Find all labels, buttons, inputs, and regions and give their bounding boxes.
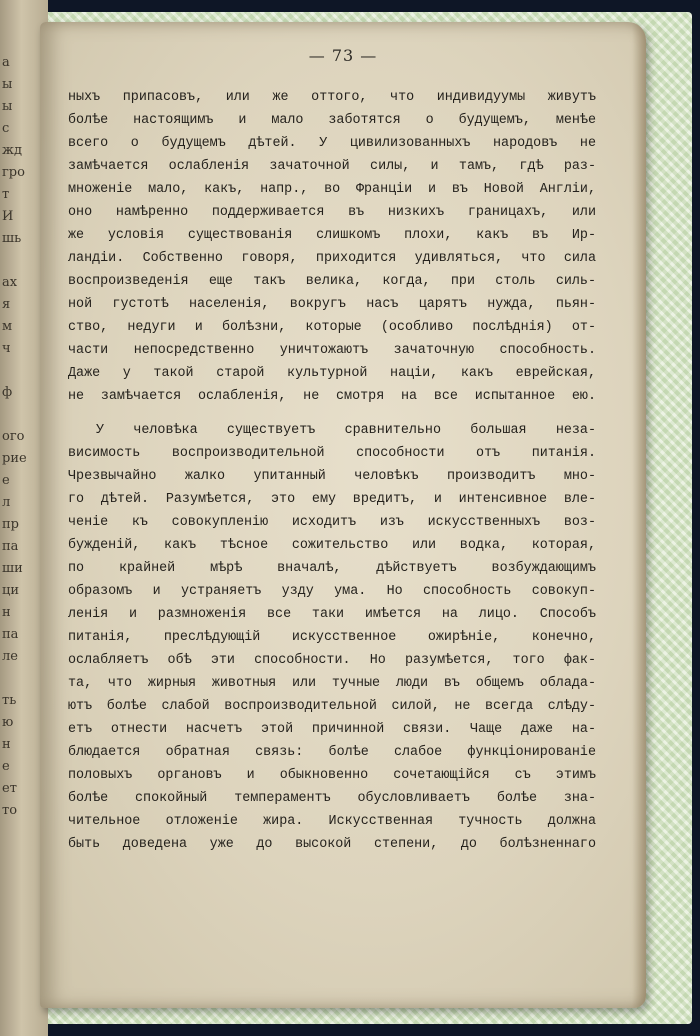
previous-page-fragment: то	[2, 803, 18, 818]
text-line: части непосредственно уничтожаютъ зачаточную способность.	[68, 343, 596, 358]
text-line: блюдается обратная связь: болѣе слабое функціонированіе	[68, 745, 596, 760]
previous-page-fragment: ю	[2, 715, 14, 730]
text-line: та, что жирныя животныя или тучные люди въ общемъ облада-	[68, 676, 596, 691]
previous-page-fragment: шь	[2, 231, 22, 246]
text-line: быть доведена уже до высокой степени, до болѣзненнаго	[68, 837, 596, 852]
text-line: же условія существованія слишкомъ плохи, какъ въ Ир-	[68, 228, 596, 243]
text-line: оно намѣренно поддерживается въ низкихъ границахъ, или	[68, 205, 596, 220]
previous-page-fragment: И	[2, 209, 14, 224]
previous-page-fragment: ах	[2, 275, 18, 290]
text-line: половыхъ органовъ и обыкновенно сочетающійся съ этимъ	[68, 768, 596, 783]
page-body	[68, 86, 596, 856]
previous-page-fragment: т	[2, 187, 10, 202]
previous-page-fragment	[2, 250, 42, 272]
text-line: не замѣчается ослабленія, не смотря на все испытанное ею.	[68, 389, 596, 404]
previous-page-fragment: я	[2, 297, 11, 312]
text-line: по крайней мѣрѣ вначалѣ, дѣйствуетъ возбуждающимъ	[68, 561, 596, 576]
previous-page-fragment: ого	[2, 429, 25, 444]
text-line: всего о будущемъ дѣтей. У цивилизованныхъ народовъ не	[68, 136, 596, 151]
page-number: — 73 —	[308, 46, 378, 65]
previous-page-fragment: е	[2, 473, 10, 488]
text-line: Чрезвычайно жалко упитанный человѣкъ производитъ мно-	[68, 469, 596, 484]
previous-page-fragment: пр	[2, 517, 19, 532]
text-line: множеніе мало, какъ, напр., во Франціи и въ Новой Англіи,	[68, 182, 596, 197]
previous-page-fragment: рие	[2, 451, 27, 466]
previous-page-fragment: л	[2, 495, 11, 510]
text-line: ландіи. Собственно говоря, приходится удивляться, что сила	[68, 251, 596, 266]
previous-page-fragment: ы	[2, 99, 13, 114]
text-line: ство, недуги и болѣзни, которые (особливо послѣднія) от-	[68, 320, 596, 335]
text-line: висимость воспроизводительной способности отъ питанія.	[68, 446, 596, 461]
text-line: ленія и размноженія все таки имѣется на лицо. Способъ	[68, 607, 596, 622]
text-line: болѣе настоящимъ и мало заботятся о будущемъ, менѣе	[68, 113, 596, 128]
text-line: Даже у такой старой культурной націи, какъ еврейская,	[68, 366, 596, 381]
text-line: образомъ и устраняетъ узду ума. Но способность совокуп-	[68, 584, 596, 599]
previous-page-fragment: ле	[2, 649, 18, 664]
text-line: ослабляетъ обѣ эти способности. Но разумѣется, того фак-	[68, 653, 596, 668]
text-line: го дѣтей. Разумѣется, это ему вредитъ, и интенсивное вле-	[68, 492, 596, 507]
previous-page-fragment: а	[2, 55, 10, 70]
text-line: У человѣка существуетъ сравнительно большая неза-	[96, 423, 596, 438]
text-line: воспроизведенія еще такъ велика, когда, при столь силь-	[68, 274, 596, 289]
text-line: ной густотѣ населенія, вокругъ насъ царятъ нужда, пьян-	[68, 297, 596, 312]
previous-page-fragment: ф	[2, 385, 13, 400]
text-line: чительное отложеніе жира. Искусственная тучность должна	[68, 814, 596, 829]
previous-page-fragment: ши	[2, 561, 23, 576]
previous-page-fragment: жд	[2, 143, 22, 158]
page-edge-shadow	[632, 22, 646, 1008]
text-line: замѣчается ослабленія зачаточной силы, и тамъ, гдѣ раз-	[68, 159, 596, 174]
text-line: питанія, преслѣдующій искусственное ожирѣніе, конечно,	[68, 630, 596, 645]
text-line: ютъ болѣе слабой воспроизводительной силой, не всегда слѣду-	[68, 699, 596, 714]
text-line: бужденій, какъ тѣсное сожительство или водка, которая,	[68, 538, 596, 553]
book-page	[40, 22, 646, 1008]
previous-page-fragment: ы	[2, 77, 13, 92]
previous-page-fragment: е	[2, 759, 10, 774]
text-line: ныхъ припасовъ, или же оттого, что индивидуумы живутъ	[68, 90, 596, 105]
previous-page-fragment	[2, 360, 42, 382]
text-line: етъ отнести насчетъ этой причинной связи. Чаще даже на-	[68, 722, 596, 737]
previous-page-fragment: па	[2, 627, 19, 642]
previous-page-text-fragments	[2, 52, 42, 822]
previous-page-fragment: м	[2, 319, 13, 334]
paragraph-2	[68, 419, 596, 856]
previous-page-fragment	[2, 668, 42, 690]
previous-page-fragment: па	[2, 539, 19, 554]
previous-page-fragment: н	[2, 737, 11, 752]
previous-page-fragment: с	[2, 121, 10, 136]
previous-page-fragment: ци	[2, 583, 20, 598]
previous-page-fragment: гро	[2, 165, 25, 180]
previous-page-fragment: ть	[2, 693, 17, 708]
previous-page-fragment	[2, 404, 42, 426]
previous-page-fragment: ч	[2, 341, 11, 356]
previous-page-fragment: ет	[2, 781, 17, 796]
text-line: ченіе къ совокупленію исходитъ изъ искусственныхъ воз-	[68, 515, 596, 530]
paragraph-1	[68, 86, 596, 408]
previous-page-fragment: н	[2, 605, 11, 620]
text-line: болѣе спокойный темпераментъ обусловливаетъ болѣе зна-	[68, 791, 596, 806]
